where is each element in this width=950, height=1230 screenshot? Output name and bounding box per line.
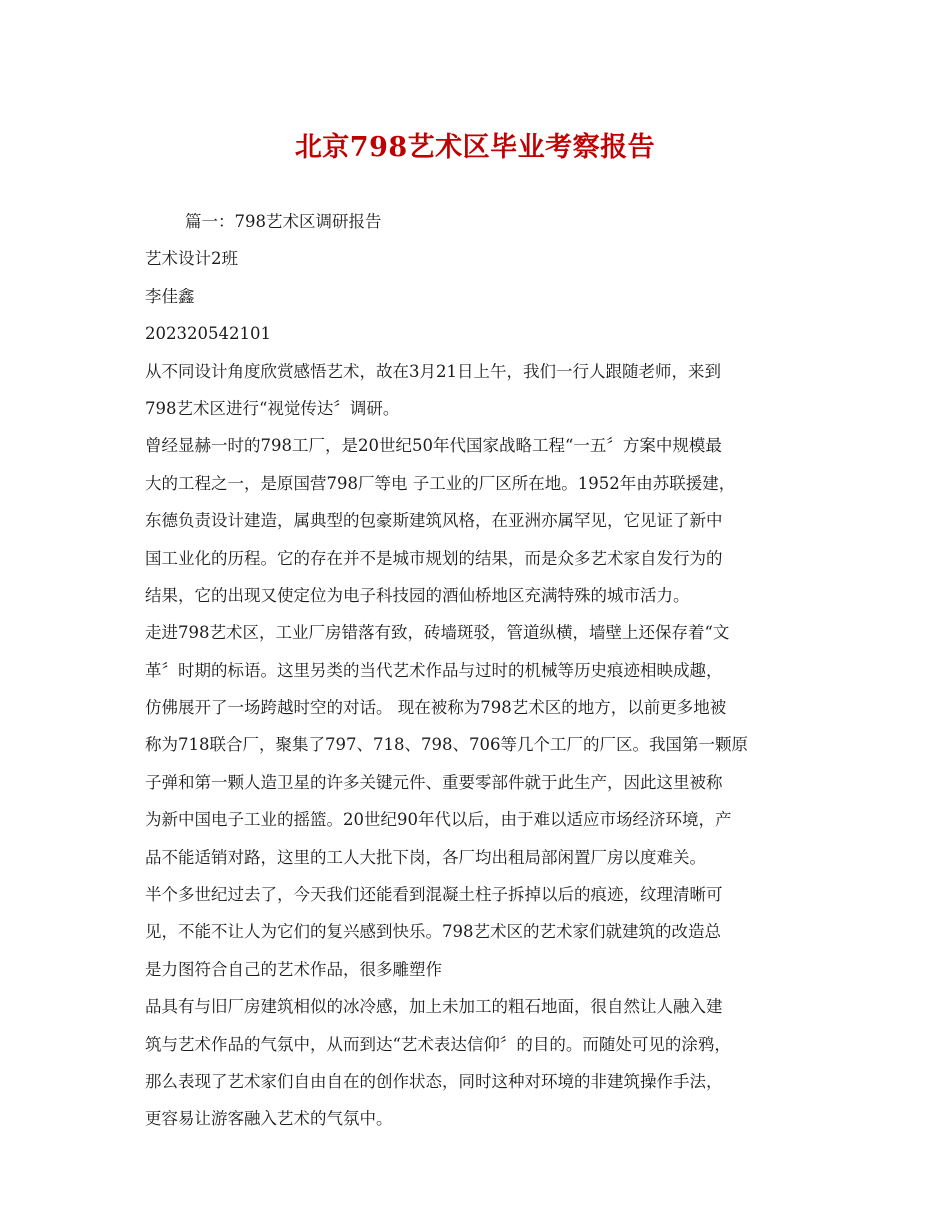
- text-line: 是力图符合自己的艺术作品，很多雕塑作: [145, 959, 442, 979]
- text-line: 为新中国电子工业的摇篮。20世纪90年代以后，由于难以适应市场经济环境，产: [145, 810, 732, 830]
- text-line: 大的工程之一，是原国营798厂等电 子工业的厂区所在地。1952年由苏联援建，: [145, 473, 736, 493]
- text-line: 仿佛展开了一场跨越时空的对话。 现在被称为798艺术区的地方，以前更多地被: [145, 698, 727, 718]
- text-line: 子弹和第一颗人造卫星的许多关键元件、重要零部件就于此生产，因此这里被称: [145, 772, 723, 792]
- text-line: 从不同设计角度欣赏感悟艺术，故在3月21日上午，我们一行人跟随老师，来到: [145, 361, 721, 381]
- author-name: 李佳鑫: [145, 286, 195, 306]
- section-heading: 篇一：798艺术区调研报告: [185, 212, 382, 231]
- text-line: 曾经显赫一时的798工厂，是20世纪50年代国家战略工程“一五〞方案中规模最: [145, 436, 722, 456]
- text-line: 结果，它的出现又使定位为电子科技园的酒仙桥地区充满特殊的城市活力。: [145, 585, 690, 605]
- text-line: 筑与艺术作品的气氛中，从而到达“艺术表达信仰〞的目的。而随处可见的涂鸦，: [145, 1034, 731, 1054]
- text-line: 东德负责设计建造，属典型的包豪斯建筑风格，在亚洲亦属罕见，它见证了新中: [145, 511, 723, 531]
- text-line: 798艺术区进行“视觉传达〞调研。: [145, 398, 400, 418]
- text-line: 革〞时期的标语。这里另类的当代艺术作品与过时的机械等历史痕迹相映成趣，: [145, 660, 723, 680]
- document-title: 北京798艺术区毕业考察报告: [294, 132, 656, 163]
- text-line: 品不能适销对路，这里的工人大批下岗，各厂均出租局部闲置厂房以度难关。: [145, 847, 706, 867]
- text-line: 半个多世纪过去了，今天我们还能看到混凝土柱子拆掉以后的痕迹，纹理清晰可: [145, 885, 723, 905]
- text-line: 品具有与旧厂房建筑相似的冰冷感，加上未加工的粗石地面，很自然让人融入建: [145, 997, 723, 1017]
- student-id: 202320542101: [145, 324, 271, 344]
- text-line: 走进798艺术区，工业厂房错落有致，砖墙斑驳，管道纵横，墙壁上还保存着“文: [145, 623, 730, 643]
- class-name: 艺术设计2班: [145, 249, 238, 269]
- text-line: 更容易让游客融入艺术的气氛中。: [145, 1109, 393, 1129]
- text-line: 那么表现了艺术家们自由自在的创作状态，同时这种对环境的非建筑操作手法，: [145, 1071, 723, 1091]
- text-line: 国工业化的历程。它的存在并不是城市规划的结果，而是众多艺术家自发行为的: [145, 548, 723, 568]
- text-line: 见，不能不让人为它们的复兴感到快乐。798艺术区的艺术家们就建筑的改造总: [145, 922, 721, 942]
- document-body: [145, 203, 817, 1138]
- text-line: 称为718联合厂，聚集了797、718、798、706等几个工厂的厂区。我国第一颗原: [145, 735, 748, 755]
